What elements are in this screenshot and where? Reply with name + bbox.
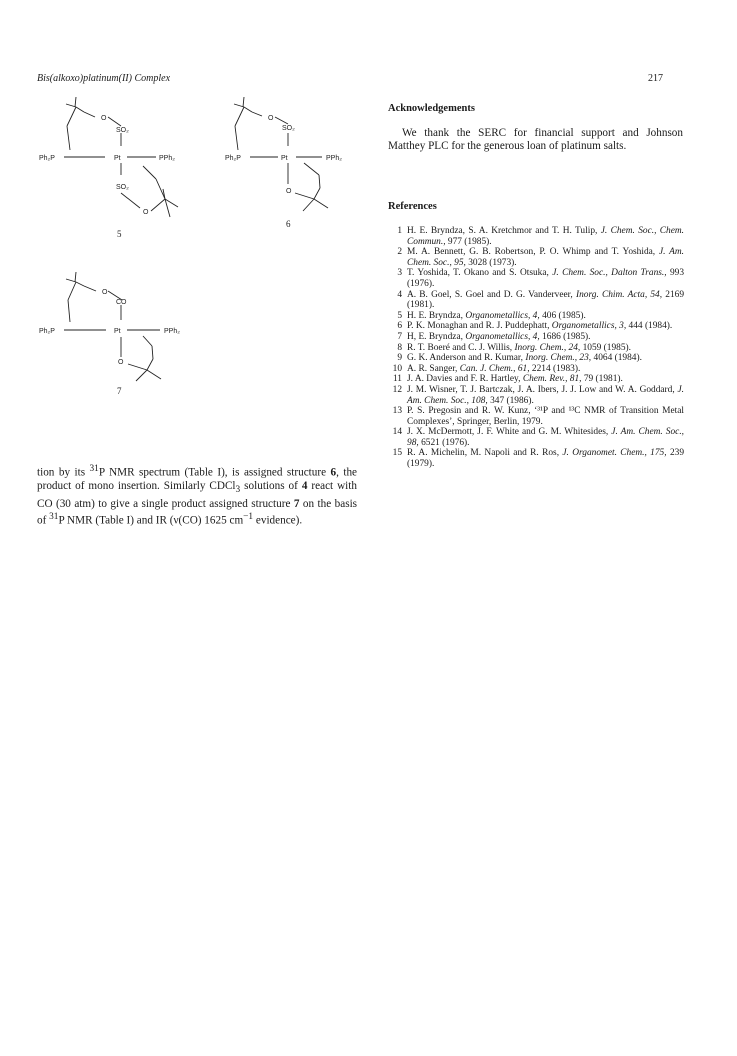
reference-pages: 993 (1976). bbox=[407, 268, 685, 289]
reference-pages: 347 (1986). bbox=[490, 395, 534, 406]
reference-authors: J. X. McDermott, J. F. White and G. M. Whitesides, bbox=[407, 427, 609, 438]
reference-authors: T. Yoshida, T. Okano and S. Otsuka, bbox=[407, 268, 549, 279]
reference-number: 13 bbox=[392, 406, 402, 417]
reference-number: 11 bbox=[392, 374, 402, 385]
reference-pages: 79 (1981). bbox=[583, 374, 623, 385]
reference-authors: J. M. Wisner, T. J. Bartczak, J. A. Ibers, J. J. Low and W. A. Goddard, bbox=[407, 384, 675, 395]
reference-pages: 3028 (1973). bbox=[468, 257, 517, 268]
acknowledgements-heading: Acknowledgements bbox=[388, 103, 475, 114]
reference-number: 2 bbox=[397, 247, 402, 258]
reference-item bbox=[388, 448, 684, 469]
reference-number: 15 bbox=[392, 448, 402, 459]
reference-authors: R. A. Michelin, M. Napoli and R. Ros, bbox=[407, 448, 560, 459]
reference-item bbox=[388, 311, 684, 322]
running-head: Bis(alkoxo)platinum(II) Complex bbox=[37, 73, 171, 84]
reference-journal: J. Am. Chem. Soc., 95, bbox=[407, 247, 685, 268]
s6-so2: SO₂ bbox=[282, 125, 295, 132]
reference-journal: J. Chem. Soc., Chem. Commun., bbox=[407, 226, 684, 247]
s6-o-top: O bbox=[268, 115, 274, 122]
s6-ligand-right: PPh₂ bbox=[326, 155, 342, 162]
reference-item bbox=[388, 406, 684, 427]
reference-number: 5 bbox=[397, 310, 402, 321]
compound-label-7: 7 bbox=[117, 386, 122, 396]
reference-item bbox=[388, 343, 684, 354]
reference-item bbox=[388, 247, 684, 268]
reference-pages: 239 (1979). bbox=[407, 448, 684, 470]
reference-authors: R. T. Boeré and C. J. Willis, bbox=[407, 342, 513, 353]
body-cmpd-7: 7 bbox=[293, 497, 300, 510]
s7-ligand-right: PPh₂ bbox=[164, 328, 180, 335]
structure-5 bbox=[39, 97, 178, 239]
reference-authors: G. K. Anderson and R. Kumar, bbox=[407, 353, 524, 364]
s6-o-bottom: O bbox=[286, 188, 292, 195]
reference-journal: J. Am. Chem. Soc., 98, bbox=[407, 427, 685, 448]
reference-pages: 6521 (1976). bbox=[421, 437, 470, 448]
reference-list bbox=[388, 226, 684, 470]
reference-authors: H. E. Bryndza, bbox=[407, 310, 463, 321]
reference-item bbox=[388, 268, 684, 289]
s5-pt: Pt bbox=[114, 155, 121, 162]
reference-authors: P. S. Pregosin and R. W. Kunz, ‘³¹P and ¹³C NMR of Transition Metal Complexes’, Springer, Berlin, 1979. bbox=[407, 406, 684, 427]
reference-number: 8 bbox=[397, 342, 402, 353]
body-sup-1: 31 bbox=[89, 464, 99, 474]
reference-pages: 2169 (1981). bbox=[407, 289, 684, 311]
reference-number: 10 bbox=[392, 363, 402, 374]
reference-item bbox=[388, 427, 684, 448]
reference-number: 4 bbox=[397, 289, 402, 300]
reference-number: 12 bbox=[392, 384, 402, 395]
reference-pages: 1686 (1985). bbox=[542, 331, 591, 342]
s7-o-bottom: O bbox=[118, 359, 124, 366]
s5-ligand-right: PPh₂ bbox=[159, 155, 175, 162]
s5-ligand-left: Ph₂P bbox=[39, 155, 55, 162]
reference-journal: J. Chem. Soc., Dalton Trans., bbox=[552, 268, 667, 279]
reference-authors: M. A. Bennett, G. B. Robertson, P. O. Whimp and T. Yoshida, bbox=[407, 247, 656, 258]
reference-pages: 977 (1985). bbox=[447, 236, 492, 247]
structure-7 bbox=[39, 272, 180, 396]
reference-item bbox=[388, 385, 684, 406]
reference-number: 14 bbox=[392, 427, 402, 438]
reference-item bbox=[388, 364, 684, 375]
reference-authors: H, E. Bryndza, bbox=[407, 331, 463, 342]
reference-authors: A. R. Sanger, bbox=[407, 363, 458, 374]
reference-number: 9 bbox=[397, 353, 402, 364]
reference-pages: 2214 (1983). bbox=[531, 363, 581, 374]
s5-so2-top: SO₂ bbox=[116, 127, 129, 134]
reference-journal: Chem. Rev., 81, bbox=[522, 374, 582, 385]
s7-o-top: O bbox=[102, 289, 108, 296]
reference-number: 3 bbox=[397, 268, 402, 279]
s5-so2-bottom: SO₂ bbox=[116, 184, 129, 191]
reference-pages: 1059 (1985). bbox=[582, 342, 632, 353]
body-cmpd-6: 6 bbox=[330, 466, 337, 479]
reference-authors: A. B. Goel, S. Goel and D. G. Vanderveer, bbox=[407, 289, 573, 300]
s5-o-top: O bbox=[101, 115, 107, 122]
reference-number: 7 bbox=[397, 331, 402, 342]
reference-journal: Organometallics, 4, bbox=[465, 331, 540, 342]
reference-item bbox=[388, 374, 684, 385]
acknowledgements-text: We thank the SERC for financial support and Johnson Matthey PLC for the generous loan of platinum salts. bbox=[388, 127, 683, 153]
reference-authors: P. K. Monaghan and R. J. Puddephatt, bbox=[407, 321, 550, 332]
body-text-8: evidence). bbox=[253, 514, 303, 527]
body-sup-2: 31 bbox=[49, 512, 59, 523]
structure-6 bbox=[225, 97, 342, 229]
body-text-3: , the product of mono insertion. Similarly CDCl bbox=[37, 466, 358, 493]
s6-ligand-left: Ph₂P bbox=[225, 155, 241, 162]
reference-journal: Organometallics, 4, bbox=[465, 310, 540, 321]
body-sup-3: −1 bbox=[243, 512, 254, 523]
s7-ligand-left: Ph₂P bbox=[39, 328, 55, 335]
reference-pages: 444 (1984). bbox=[628, 321, 673, 332]
reference-journal: Inorg. Chem., 24, bbox=[514, 342, 581, 353]
body-text-5: react with CO (30 atm) to give a single product assigned structure bbox=[37, 480, 357, 510]
reference-pages: 406 (1985). bbox=[542, 310, 586, 321]
compound-label-6: 6 bbox=[286, 219, 291, 229]
compound-label-5: 5 bbox=[117, 229, 122, 239]
reference-item bbox=[388, 332, 684, 343]
page-number: 217 bbox=[648, 73, 663, 84]
s5-o-bottom: O bbox=[143, 209, 149, 216]
reference-authors: J. A. Davies and F. R. Hartley, bbox=[407, 374, 521, 385]
reference-item bbox=[388, 226, 684, 247]
reference-journal: Inorg. Chim. Acta, 54, bbox=[575, 289, 663, 300]
body-text-2: P NMR spectrum (Table I), is assigned structure bbox=[98, 466, 327, 479]
reference-item bbox=[388, 353, 684, 364]
body-cmpd-4: 4 bbox=[301, 480, 308, 493]
body-paragraph bbox=[37, 463, 357, 528]
reference-journal: Inorg. Chem., 23, bbox=[525, 353, 592, 364]
reference-item bbox=[388, 321, 684, 332]
reference-journal: Organometallics, 3, bbox=[551, 321, 627, 332]
references-heading: References bbox=[388, 201, 437, 212]
reference-item bbox=[388, 290, 684, 311]
reference-pages: 4064 (1984). bbox=[593, 353, 642, 364]
body-text-1: tion by its bbox=[37, 466, 86, 479]
s6-pt: Pt bbox=[281, 155, 288, 162]
reference-journal: J. Am. Chem. Soc., 108, bbox=[407, 384, 684, 406]
body-text-4: solutions of bbox=[240, 480, 298, 493]
reference-authors: H. E. Bryndza, S. A. Kretchmor and T. H. Tulip, bbox=[407, 226, 598, 236]
s7-co: CO bbox=[116, 299, 127, 306]
reference-number: 6 bbox=[397, 321, 402, 332]
reference-number: 1 bbox=[397, 226, 402, 236]
s7-pt: Pt bbox=[114, 328, 121, 335]
body-sub-1: 3 bbox=[235, 485, 241, 496]
reference-journal: J. Organomet. Chem., 175, bbox=[562, 448, 667, 459]
body-text-6: on the basis of bbox=[37, 497, 358, 527]
body-text-7: P NMR (Table I) and IR (ν(CO) 1625 cm bbox=[58, 514, 244, 527]
reference-journal: Can. J. Chem., 61, bbox=[459, 363, 530, 374]
